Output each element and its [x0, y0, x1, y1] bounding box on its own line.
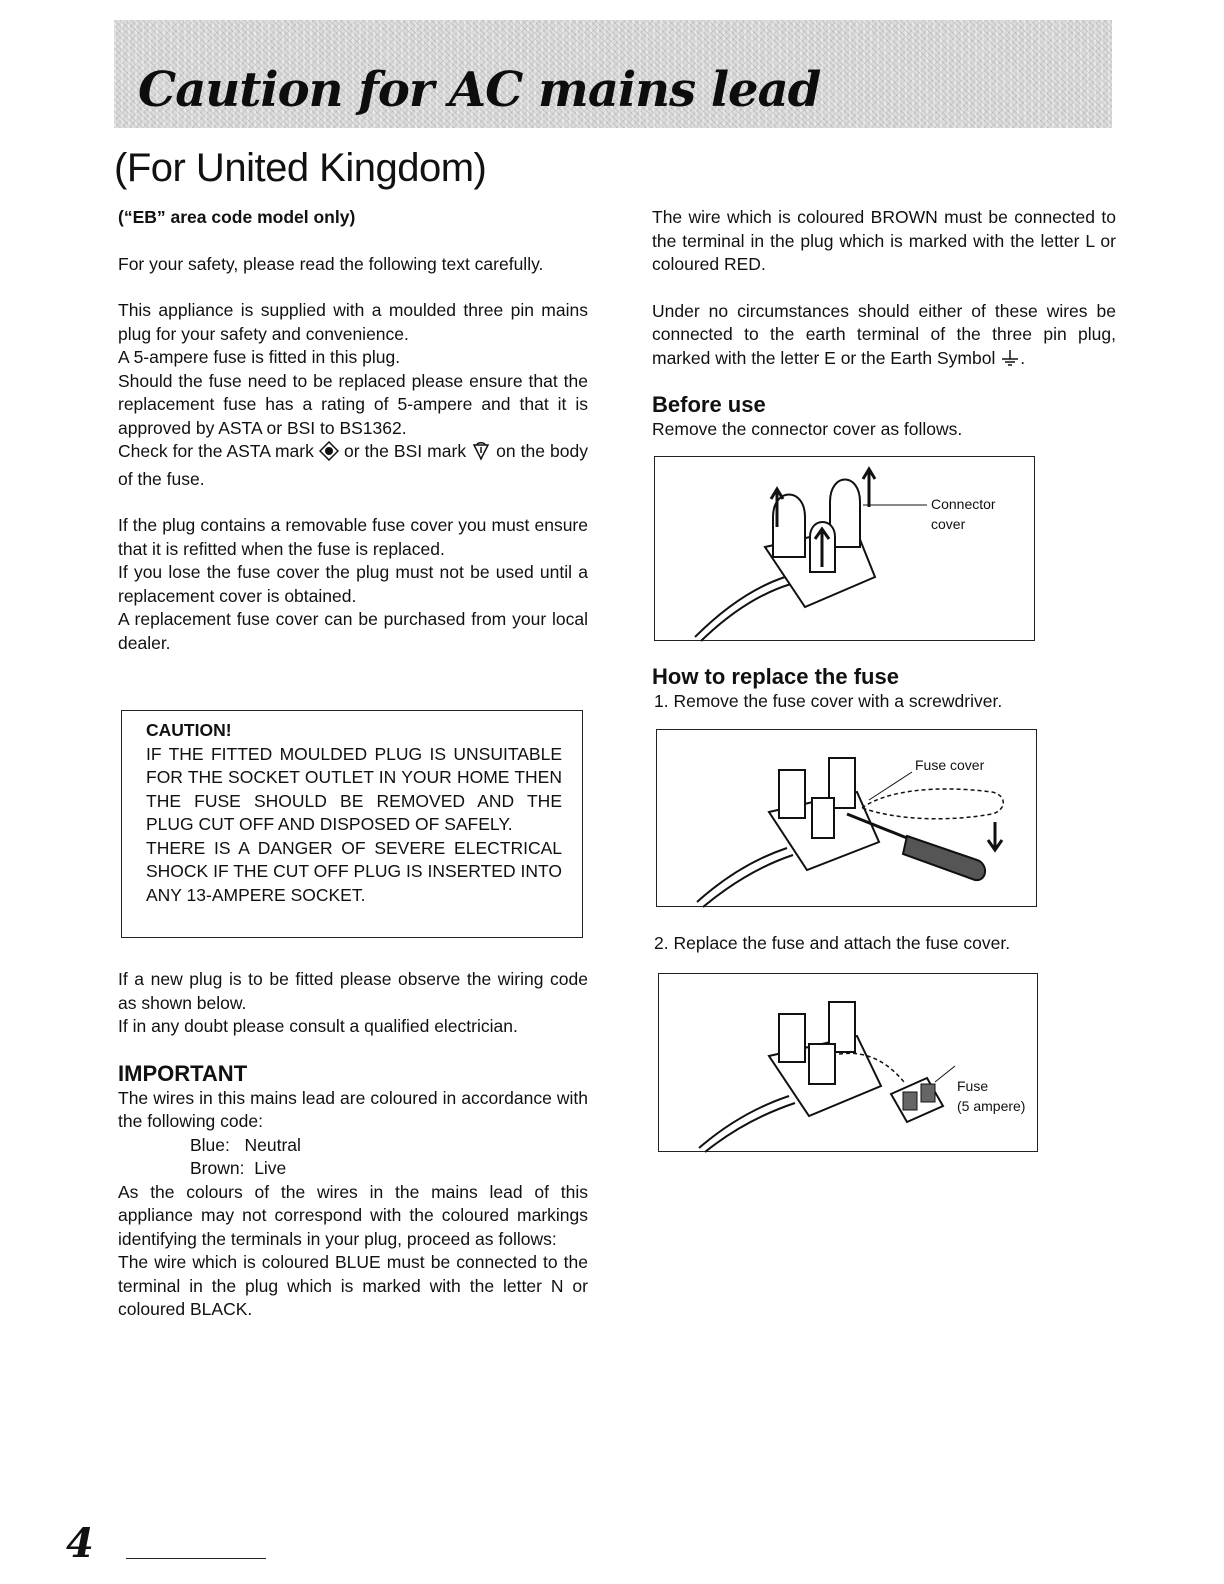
- step-1-text: 1. Remove the fuse cover with a screwdriver.: [654, 691, 1003, 711]
- fuse-rating-label: (5 ampere): [957, 1098, 1026, 1114]
- earth-warning-text: [652, 300, 1116, 375]
- intro-text: For your safety, please read the following text carefully.: [118, 253, 544, 274]
- plug-supply-text: This appliance is supplied with a moulded three pin mains plug for your safety and convenience.: [118, 300, 588, 344]
- fuse-cover-lost-text: If you lose the fuse cover the plug must not be used until a replacement cover is obtained.: [118, 562, 588, 606]
- fuse-cover-label: Fuse cover: [915, 757, 985, 773]
- before-use-text: Remove the connector cover as follows.: [652, 419, 963, 439]
- plug-connector-illustration: [655, 457, 1036, 642]
- fuse-cover-figure: [656, 729, 1037, 907]
- before-use-heading: Before use: [652, 392, 766, 417]
- asta-bsi-text: [118, 440, 588, 491]
- banner-title: Caution for AC mains lead: [138, 62, 821, 118]
- fuse-replace-figure: [658, 973, 1038, 1152]
- replace-fuse-section: [652, 664, 1116, 714]
- bsi-kitemark-icon: [471, 441, 491, 468]
- title-banner: [114, 20, 1112, 128]
- earth-warning-end: .: [1020, 347, 1026, 368]
- fuse-replace-text: Should the fuse need to be replaced please ensure that the replacement fuse has a rating of 5-ampere and that it is approved by ASTA or BSI to BS1362.: [118, 370, 588, 438]
- wire-code-text: The wires in this mains lead are coloured in accordance with the following code:: [118, 1087, 588, 1131]
- step-2-text: 2. Replace the fuse and attach the fuse cover.: [654, 933, 1011, 953]
- fuse-label: Fuse: [957, 1078, 989, 1094]
- new-plug-text: If a new plug is to be fitted please observe the wiring code as shown below.: [118, 969, 588, 1013]
- page-title: (For United Kingdom): [114, 146, 487, 190]
- colour-mismatch-text: As the colours of the wires in the mains lead of this appliance may not correspond with the coloured markings identifying the terminals in your plug, proceed as follows:: [118, 1181, 588, 1249]
- caution-text-2: THERE IS A DANGER OF SEVERE ELECTRICAL SHOCK IF THE CUT OFF PLUG IS INSERTED INTO ANY 13-AMPERE SOCKET.: [146, 837, 562, 905]
- earth-warning-body: Under no circumstances should either of these wires be connected to the earth terminal of the three pin plug, marked with the letter E or the Earth Symbol: [652, 300, 1116, 368]
- fuse-body-text: on the body of the fuse.: [118, 441, 588, 489]
- caution-heading: CAUTION!: [146, 720, 232, 740]
- caution-text-1: IF THE FITTED MOULDED PLUG IS UNSUITABLE FOR THE SOCKET OUTLET IN YOUR HOME THEN THE FUSE SHOULD BE REMOVED AND THE PLUG CUT OFF AND DISPOSED OF SAFELY.: [146, 743, 562, 834]
- brown-wire-text: The wire which is coloured BROWN must be connected to the terminal in the plug which is marked with the letter L or coloured RED.: [652, 207, 1116, 274]
- left-column-bottom: [118, 968, 588, 1322]
- connector-label: Connector: [931, 496, 996, 512]
- important-heading: IMPORTANT: [118, 1060, 248, 1086]
- step-2-section: [652, 932, 1116, 956]
- fuse-fitted-text: A 5-ampere fuse is fitted in this plug.: [118, 347, 401, 367]
- right-column: [652, 206, 1116, 442]
- asta-mark-icon: [319, 441, 339, 468]
- blue-neutral-text: Blue: Neutral: [190, 1134, 301, 1155]
- asta-text: Check for the ASTA mark: [118, 441, 314, 461]
- cover-label: cover: [931, 516, 966, 532]
- connector-cover-figure: [654, 456, 1035, 641]
- fuse-illustration: [659, 974, 1039, 1153]
- fuse-cover-refit-text: If the plug contains a removable fuse cover you must ensure that it is refitted when the fuse is replaced.: [118, 515, 588, 559]
- fuse-cover-purchase-text: A replacement fuse cover can be purchased from your local dealer.: [118, 609, 588, 653]
- area-code-note: (“EB” area code model only): [118, 207, 356, 227]
- earth-symbol-icon: [1000, 348, 1020, 375]
- page-number: 4: [66, 1520, 94, 1567]
- electrician-text: If in any doubt please consult a qualified electrician.: [118, 1016, 518, 1036]
- footer-rule: [126, 1558, 266, 1559]
- bsi-text: or the BSI mark: [343, 441, 467, 461]
- brown-live-text: Brown: Live: [190, 1158, 287, 1178]
- replace-fuse-heading: How to replace the fuse: [652, 664, 899, 689]
- left-column-top: [118, 206, 588, 655]
- caution-box: [121, 710, 583, 938]
- blue-wire-text: The wire which is coloured BLUE must be connected to the terminal in the plug which is marked with the letter N or coloured BLACK.: [118, 1252, 588, 1319]
